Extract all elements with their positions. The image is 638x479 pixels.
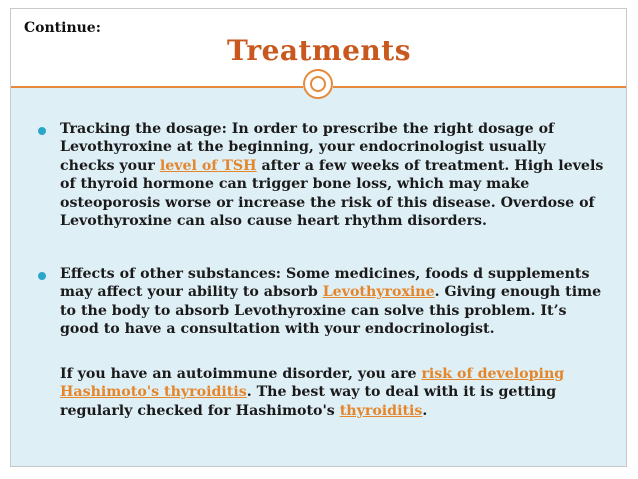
continue-label: Continue:: [24, 20, 101, 36]
link-levothyroxine[interactable]: Levothyroxine: [322, 284, 435, 301]
bullet-tracking-dosage: [60, 120, 605, 230]
bullet-other-substances: [60, 265, 605, 339]
inner-circle-icon: [310, 76, 326, 92]
bullet-text-end: after a few weeks of treatment. High levels of thyroid hormone can trigger bone loss, which may make osteoporosis worse or increase the risk of this disease. Overdose of Levothyroxine can also cause heart rhythm disorders.: [60, 157, 604, 230]
bullet-text-end: . Giving enough time to the body to absorb Levothyroxine can solve this problem. It’s good to have a consultation with your endocrinologist.: [60, 284, 602, 338]
note-text-start: If you have an autoimmune disorder, you are: [60, 366, 422, 382]
circle-ornament-icon: [303, 69, 333, 99]
autoimmune-note: [60, 365, 605, 420]
bullet-icon: [38, 272, 46, 280]
divider-left: [11, 86, 303, 88]
link-level-of-tsh[interactable]: level of TSH: [159, 157, 257, 174]
link-risk-hashimoto[interactable]: risk of developing Hashimoto's thyroiditis: [60, 366, 565, 401]
bullet-icon: [38, 127, 46, 135]
page-title: Treatments: [227, 34, 411, 67]
bullet-text-start: Tracking the dosage: In order to prescribe the right dosage of Levothyroxine at the beginning, your endocrinologist usually checks your: [60, 121, 555, 174]
bullet-text-start: Effects of other substances: Some medicines, foods d supplements may affect your ability to absorb: [60, 266, 590, 301]
note-text-end: .: [422, 402, 428, 419]
link-thyroiditis[interactable]: thyroiditis: [339, 402, 423, 419]
divider-right: [333, 86, 626, 88]
note-text-middle: . The best way to deal with it is getting regularly checked for Hashimoto's: [60, 384, 557, 419]
